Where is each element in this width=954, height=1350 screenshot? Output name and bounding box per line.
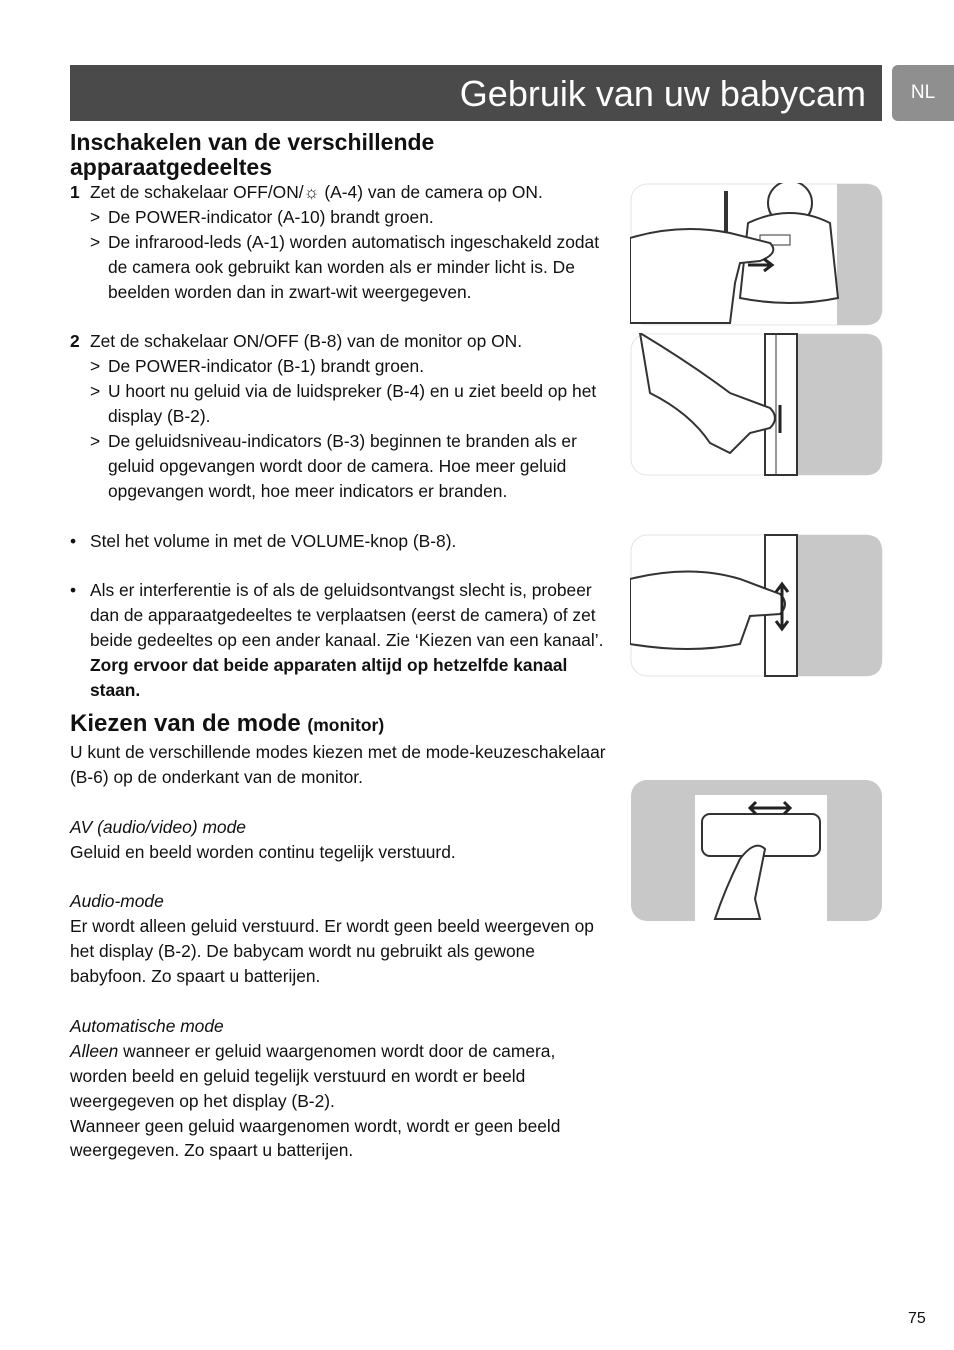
audio-mode-heading: Audio-mode [70,891,164,912]
section-heading-power: Inschakelen van de verschillende apparaatgedeeltes [70,129,435,180]
av-mode-text: Geluid en beeld worden continu tegelijk verstuurd. [70,841,456,862]
step-1: 1 Zet de schakelaar OFF/ON/☼ (A-4) van de camera op ON. > De POWER-indicator (A-10) brandt groen. > De infrarood-leds (A-1) worden automatisch ingeschakeld zodat de camera ook gebruikt kan worden als er minder licht is. De beelden worden dan in zwart-wit weergegeven. [70,180,615,305]
page-number: 75 [908,1310,926,1327]
auto-mode-text-2: Wanneer geen geluid waargenomen wordt, wordt er geen beeld weergegeven. Zo spaart u batterijen. [70,1115,561,1161]
bullet-volume: • Stel het volume in met de VOLUME-knop (B-8). [70,529,615,554]
monitor-switch-illustration [630,333,883,476]
bullet-text: Stel het volume in met de VOLUME-knop (B-8). [90,530,457,551]
header-bar [70,65,882,121]
section-heading-mode [70,709,615,740]
language-tab: NL [892,65,954,121]
auto-mode-lead: Alleen [70,1040,119,1061]
bullet-interference: • Als er interferentie is of als de geluidsontvangst slecht is, probeer dan de apparaatgedeeltes te verplaatsen (eerst de camera) of zet beide gedeeltes op een ander kanaal. Zie ‘Kiezen van een kanaal’. Zorg ervoor dat beide apparaten altijd op hetzelfde kanaal staan. [70,578,615,703]
step-2: 2 Zet de schakelaar ON/OFF (B-8) van de monitor op ON. > De POWER-indicator (B-1) brandt groen. > U hoort nu geluid via de luidspreker (B-4) en u ziet beeld op het display (B-2). > De geluidsniveau-indicators (B-3) beginnen te branden als er geluid opgevangen wordt door de camera. Hoe meer geluid opgevangen wordt, hoe meer indicators er branden. [70,329,615,503]
camera-switch-illustration [630,183,883,326]
step-result: De infrarood-leds (A-1) worden automatisch ingeschakeld zodat de camera ook gebruikt kan worden als er minder licht is. De beelden worden dan in zwart-wit weergegeven. [108,231,600,302]
main-content [70,130,615,1163]
auto-mode-body: wanneer er geluid waargenomen wordt door de camera, worden beeld en geluid tegelijk verstuurd en wordt er beeld weergegeven op het display (B-2). [70,1040,556,1111]
step-result: De POWER-indicator (A-10) brandt groen. [108,206,434,227]
step-number: 1 [70,182,80,202]
mode-intro: U kunt de verschillende modes kiezen met de mode-keuzeschakelaar (B-6) op de onderkant van de monitor. [70,741,606,787]
mode-selector-illustration [630,779,883,922]
audio-mode-text: Er wordt alleen geluid verstuurd. Er wordt geen beeld weergeven op het display (B-2). De babycam wordt nu gebruikt als gewone babyfoon. Zo spaart u batterijen. [70,916,594,987]
step-result: De geluidsniveau-indicators (B-3) beginnen te branden als er geluid opgevangen wordt door de camera. Hoe meer geluid opgevangen wordt, hoe meer indicators er branden. [108,431,577,501]
step-result: De POWER-indicator (B-1) brandt groen. [108,356,425,377]
mode-heading-suffix: (monitor) [307,714,385,735]
page-title: Gebruik van uw babycam [459,73,866,114]
step-number: 2 [70,331,80,352]
auto-mode-heading: Automatische mode [70,1015,224,1036]
step-text: Zet de schakelaar ON/OFF (B-8) van de monitor op ON. [90,331,523,352]
bullet-text: Als er interferentie is of als de geluidsontvangst slecht is, probeer dan de apparaatgedeeltes te verplaatsen (eerst de camera) of zet beide gedeeltes op een ander kanaal. Zie ‘Kiezen van een kanaal’. [90,580,604,651]
step-text: Zet de schakelaar OFF/ON/☼ (A-4) van de camera op ON. [90,182,543,202]
bullet-warning: Zorg ervoor dat beide apparaten altijd op hetzelfde kanaal staan. [90,655,568,701]
av-mode-heading: AV (audio/video) mode [70,816,246,837]
mode-heading-text: Kiezen van de mode [70,709,301,737]
step-result: U hoort nu geluid via de luidspreker (B-4) en u ziet beeld op het display (B-2). [108,381,597,427]
auto-mode-text [70,1039,615,1114]
volume-knob-illustration [630,534,883,677]
